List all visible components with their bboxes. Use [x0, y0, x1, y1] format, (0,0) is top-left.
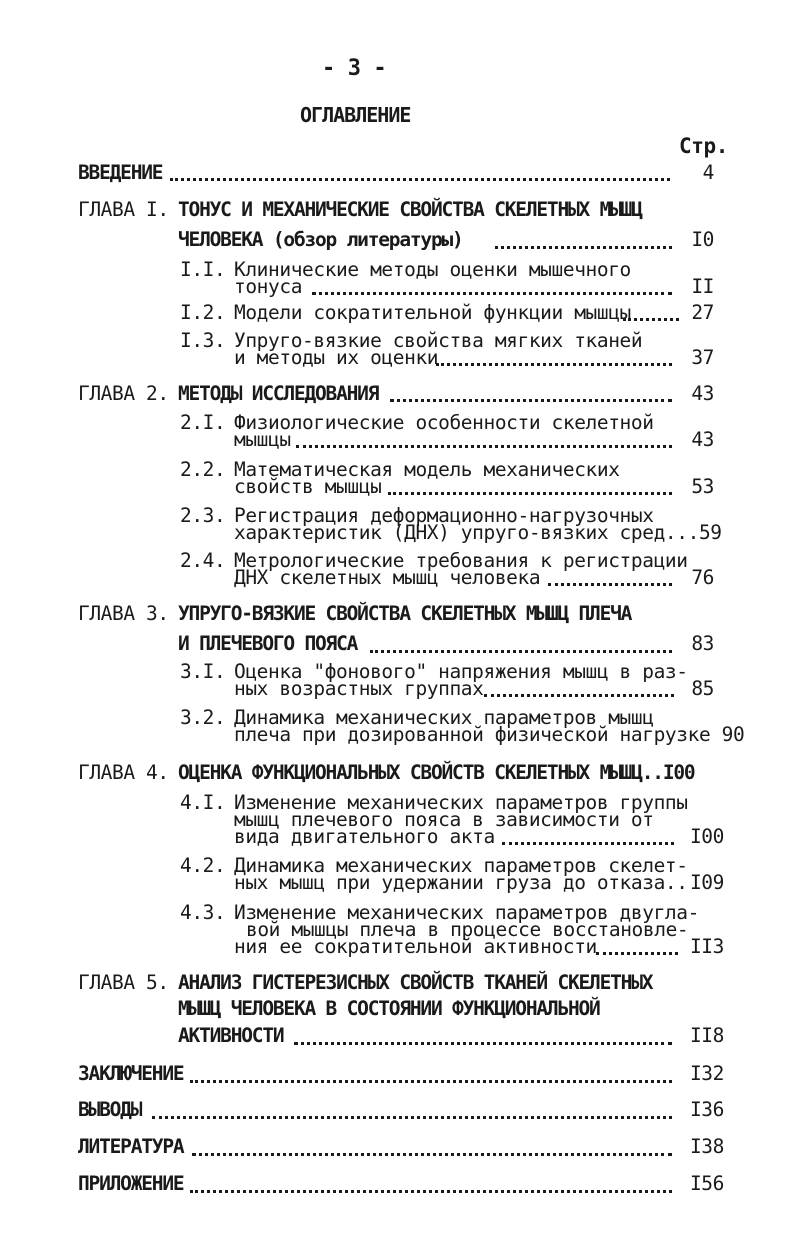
chapter-title-line1: АНАЛИЗ ГИСТЕРЕЗИСНЫХ СВОЙСТВ ТКАНЕЙ СКЕЛЕТНЫХ — [178, 971, 653, 994]
chapter-title-line1: ОЦЕНКА ФУНКЦИОНАЛЬНЫХ СВОЙСТВ СКЕЛЕТНЫХ МЫШЦ..I00 — [178, 761, 695, 784]
entry-page: 4 — [702, 161, 714, 184]
entry-title: ЛИТЕРАТУРА — [78, 1135, 184, 1158]
section-number: 2.3. — [180, 504, 226, 527]
dot-leader — [312, 292, 672, 295]
section-title-line2: ных возрастных группах — [234, 677, 484, 700]
dot-leader — [623, 318, 679, 321]
section-title-line3: вида двигательного акта — [234, 825, 495, 848]
section-number: 2.4. — [180, 549, 226, 572]
entry-page: I0 — [691, 228, 714, 251]
chapter-title-line1: УПРУГО-ВЯЗКИЕ СВОЙСТВА СКЕЛЕТНЫХ МЫШЦ ПЛЕЧА — [178, 602, 632, 625]
chapter-title-line2: МЫШЦ ЧЕЛОВЕКА В СОСТОЯНИИ ФУНКЦИОНАЛЬНОЙ — [178, 997, 600, 1020]
section-title-line2: мышц плечевого пояса в зависимости от — [234, 808, 654, 831]
toc-title: ОГЛАВЛЕНИЕ — [300, 103, 411, 127]
entry-page: 76 — [691, 566, 714, 589]
entry-page: 43 — [691, 428, 714, 451]
entry-page: 37 — [691, 346, 714, 369]
section-number: I.3. — [180, 329, 226, 352]
dot-leader — [390, 399, 672, 402]
entry-title: ПРИЛОЖЕНИЕ — [78, 1172, 184, 1195]
dot-leader — [596, 952, 678, 955]
section-number: I.I. — [180, 258, 226, 281]
entry-title: ВЫВОДЫ — [78, 1098, 142, 1121]
dot-leader — [502, 842, 674, 845]
entry-title: ВВЕДЕНИЕ — [78, 161, 163, 184]
section-title-line2: ДНХ скелетных мышц человека — [234, 566, 541, 589]
page-column-label: Стр. — [679, 134, 728, 158]
section-number: 3.I. — [180, 660, 226, 683]
entry-page: I36 — [689, 1098, 724, 1121]
entry-page: II3 — [689, 935, 724, 958]
entry-page: I38 — [689, 1135, 724, 1158]
entry-page: 43 — [691, 382, 714, 405]
entry-page: 85 — [691, 677, 714, 700]
chapter-label: ГЛАВА 4. — [78, 761, 169, 784]
section-title-line2: плеча при дозированной физической нагрузке 90 — [234, 723, 745, 746]
section-number: 4.3. — [180, 901, 226, 924]
dot-leader — [370, 650, 672, 653]
entry-page: II8 — [689, 1024, 724, 1047]
section-title-line1: Изменение механических параметров двугла- — [234, 901, 699, 924]
section-title-line1: Изменение механических параметров группы — [234, 791, 688, 814]
dot-leader — [484, 694, 674, 697]
chapter-title-line1: МЕТОДЫ ИССЛЕДОВАНИЯ — [178, 382, 379, 405]
section-title-line1: Физиологические особенности скелетной — [234, 411, 654, 434]
chapter-title-line2: ЧЕЛОВЕКА (обзор литературы) — [178, 228, 463, 251]
dot-leader — [436, 363, 672, 366]
section-number: 4.2. — [180, 854, 226, 877]
section-title-line2: мышцы — [234, 428, 291, 451]
section-number: I.2. — [180, 301, 226, 324]
dot-leader — [190, 1080, 672, 1083]
section-number: 4.I. — [180, 791, 226, 814]
dot-leader — [495, 246, 672, 249]
section-title-line2: и методы их оценки — [234, 346, 439, 369]
entry-page: 83 — [691, 632, 714, 655]
section-title-line2: вой мышцы плеча в процессе восстановле- — [246, 918, 689, 941]
section-title-line1: Метрологические требования к регистрации — [234, 549, 688, 572]
chapter-title-line3: АКТИВНОСТИ — [178, 1024, 284, 1047]
dot-leader — [152, 1116, 672, 1119]
section-title-line2: свойств мышцы — [234, 475, 382, 498]
dot-leader — [170, 178, 670, 181]
chapter-title-line1: ТОНУС И МЕХАНИЧЕСКИЕ СВОЙСТВА СКЕЛЕТНЫХ МЫШЦ — [178, 198, 642, 221]
chapter-title-line2: И ПЛЕЧЕВОГО ПОЯСА — [178, 632, 358, 655]
section-number: 3.2. — [180, 706, 226, 729]
page-number: - 3 - — [322, 56, 387, 81]
section-title-line1: Регистрация деформационно-нагрузочных — [234, 504, 654, 527]
section-title-line1: Клинические методы оценки мышечного — [234, 258, 631, 281]
entry-page: II — [691, 275, 714, 298]
dot-leader — [548, 583, 672, 586]
entry-page: I00 — [689, 825, 724, 848]
entry-page: I09 — [689, 871, 724, 894]
entry-page: 27 — [691, 301, 714, 324]
section-number: 2.I. — [180, 411, 226, 434]
dot-leader — [294, 1042, 672, 1045]
section-title-line1: Динамика механических параметров скелет- — [234, 854, 688, 877]
entry-title: ЗАКЛЮЧЕНИЕ — [78, 1062, 184, 1085]
chapter-label: ГЛАВА 2. — [78, 382, 169, 405]
section-title-line2: характеристик (ДНХ) упруго-вязких сред...59 — [234, 521, 722, 544]
entry-page: I32 — [689, 1062, 724, 1085]
section-number: 2.2. — [180, 458, 226, 481]
dot-leader — [190, 1190, 672, 1193]
chapter-label: ГЛАВА 3. — [78, 602, 169, 625]
dot-leader — [388, 492, 672, 495]
section-title-line1: Динамика механических параметров мышц — [234, 706, 654, 729]
section-title-line1: Модели сократительной функции мышцы — [234, 301, 631, 324]
section-title-line2: тонуса — [234, 275, 303, 298]
section-title-line1: Оценка "фонового" напряжения мышц в раз- — [234, 660, 688, 683]
chapter-label: ГЛАВА I. — [78, 198, 169, 221]
chapter-label: ГЛАВА 5. — [78, 971, 169, 994]
section-title-line2: ных мышц при удержании груза до отказа.. — [234, 871, 688, 894]
dot-leader — [192, 1153, 672, 1156]
section-title-line1: Упруго-вязкие свойства мягких тканей — [234, 329, 643, 352]
dot-leader — [296, 445, 672, 448]
entry-page: 53 — [691, 475, 714, 498]
section-title-line1: Математическая модель механических — [234, 458, 620, 481]
section-title-line3: ния ее сократительной активности — [234, 935, 597, 958]
entry-page: I56 — [689, 1172, 724, 1195]
